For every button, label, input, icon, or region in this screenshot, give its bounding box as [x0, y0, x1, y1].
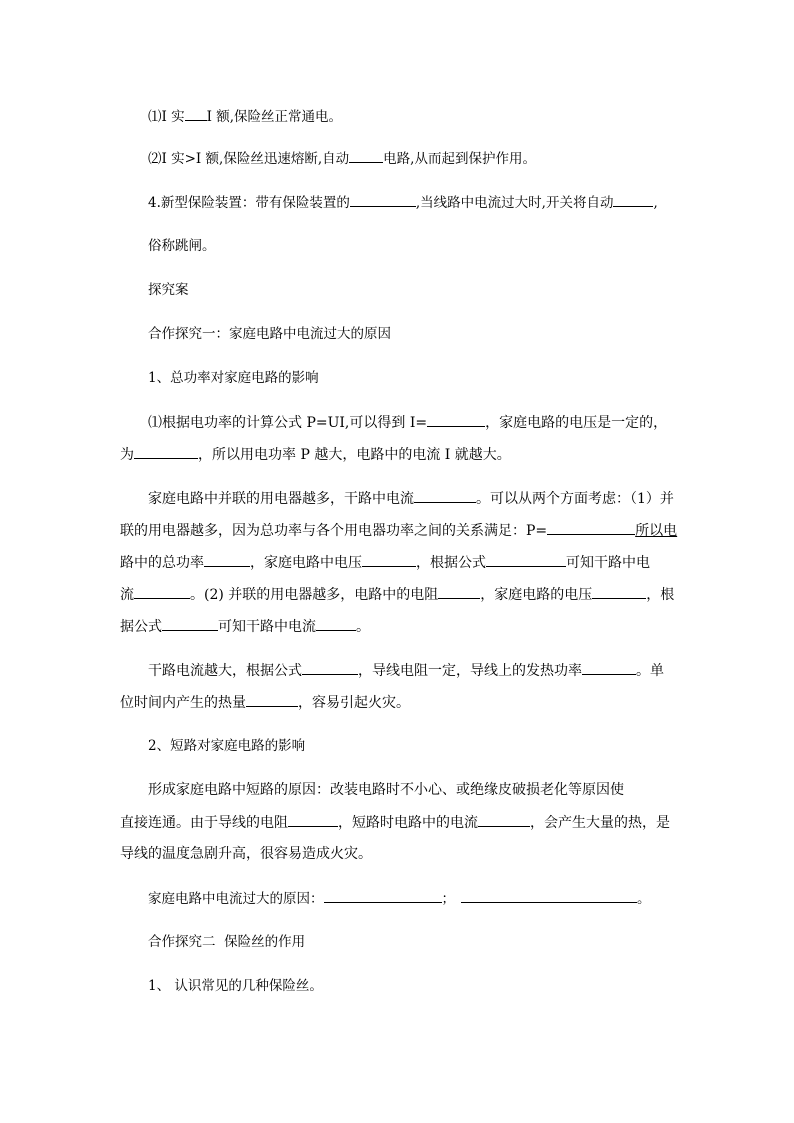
answer-blank[interactable]: [414, 488, 476, 503]
answer-blank[interactable]: [438, 584, 480, 599]
line-trip: [148, 236, 216, 256]
paragraph-parallel-line3: [120, 552, 650, 573]
text: 。(2) 并联的用电器越多，电路中的电阻: [190, 587, 439, 603]
text: 家庭电路中并联的用电器越多，干路中电流: [148, 491, 414, 507]
answer-blank[interactable]: [134, 444, 198, 459]
text: 。: [637, 891, 651, 907]
text: ,当线路中电流过大时,开关将自动: [415, 195, 614, 211]
text: ，根: [646, 587, 675, 603]
answer-blank[interactable]: [162, 616, 218, 631]
text: 。: [356, 619, 370, 635]
text: ，根据公式: [416, 555, 486, 571]
text: 路中的总功率: [120, 555, 204, 571]
text: 直接连通。由于导线的电阻: [120, 815, 288, 831]
answer-blank[interactable]: [592, 584, 646, 599]
answer-blank[interactable]: [582, 660, 636, 675]
text: 可知干路中电: [566, 555, 650, 571]
text: ⑴根据电功率的计算公式 P=UI,可以得到 I=: [148, 415, 428, 431]
answer-blank[interactable]: [316, 616, 356, 631]
text: 合作探究二 保险丝的作用: [148, 934, 306, 950]
paragraph-heating-line1: [148, 660, 664, 681]
heading-total-power: [148, 368, 319, 388]
text: ，导线电阻一定，导线上的发热功率: [358, 663, 582, 679]
paragraph-heating-line2: [120, 692, 410, 713]
text: ，短路时电路中的电流: [338, 815, 478, 831]
line-power-formula-cont: [120, 444, 511, 465]
line-new-protector: [148, 192, 658, 213]
paragraph-parallel-line5: [120, 616, 370, 637]
heading-cooperation-two: [148, 932, 305, 952]
text: 位时间内产生的热量: [120, 695, 246, 711]
text: 导线的温度急剧升高，很容易造成火灾。: [120, 846, 372, 862]
answer-blank[interactable]: [204, 552, 250, 567]
heading-short-circuit: [148, 736, 305, 756]
text: ⑵I 实>I 额,保险丝迅速熔断,自动: [148, 151, 350, 167]
text: 可知干路中电流: [218, 619, 316, 635]
answer-blank[interactable]: [350, 192, 416, 207]
text: 俗称跳闸。: [148, 238, 216, 254]
text: 。可以从两个方面考虑：（1）并: [476, 491, 674, 507]
text: 为: [120, 447, 134, 463]
text: 。单: [636, 663, 664, 679]
text: ,: [653, 195, 658, 211]
section-heading-explore: [148, 280, 189, 300]
text: 4.新型保险装置：带有保险装置的: [148, 195, 350, 211]
paragraph-parallel-line4: [120, 584, 674, 605]
paragraph-short-line2: [120, 812, 670, 833]
paragraph-parallel-line1: [148, 488, 674, 509]
text: 探究案: [148, 282, 189, 298]
line-power-formula: [148, 412, 667, 433]
text: 电路,从而起到保护作用。: [383, 151, 536, 167]
text: 联的用电器越多，因为总功率与各个用电器功率之间的关系满足：P=: [120, 523, 548, 539]
answer-blank[interactable]: [486, 552, 566, 567]
text: 2、短路对家庭电路的影响: [148, 738, 306, 754]
line-fuse-types: [148, 976, 323, 996]
answer-blank[interactable]: [134, 584, 190, 599]
paragraph-short-line1: [148, 780, 624, 800]
text: 据公式: [120, 619, 162, 635]
text: 1、 认识常见的几种保险丝。: [148, 978, 323, 994]
text: ⑴I 实: [148, 109, 185, 125]
answer-blank[interactable]: [349, 148, 383, 163]
heading-cooperation-one: [148, 324, 391, 344]
answer-blank[interactable]: [547, 520, 635, 535]
text: ，家庭电路中电压: [250, 555, 362, 571]
text: ，家庭电路的电压: [480, 587, 593, 603]
line-causes-summary: [148, 888, 651, 909]
answer-blank[interactable]: [288, 812, 338, 827]
text: ；: [441, 891, 455, 907]
answer-blank[interactable]: [246, 692, 298, 707]
answer-blank[interactable]: [478, 812, 530, 827]
answer-blank[interactable]: [461, 888, 637, 903]
text: ，会产生大量的热，是: [530, 815, 670, 831]
answer-blank[interactable]: [362, 552, 416, 567]
text: 所以电: [635, 523, 678, 539]
answer-blank[interactable]: [427, 412, 485, 427]
answer-blank[interactable]: [324, 888, 442, 903]
answer-blank[interactable]: [613, 192, 653, 207]
text: ，所以用电功率 P 越大，电路中的电流 I 就越大。: [198, 447, 511, 463]
text: ，容易引起火灾。: [298, 695, 410, 711]
text: 家庭电路中电流过大的原因：: [148, 891, 324, 907]
line-fuse-melt: [148, 148, 536, 169]
paragraph-parallel-line2: [120, 520, 677, 541]
answer-blank[interactable]: [185, 106, 207, 121]
text: 形成家庭电路中短路的原因：改装电路时不小心、或绝缘皮破损老化等原因使: [148, 782, 624, 798]
text: 合作探究一：家庭电路中电流过大的原因: [148, 326, 391, 342]
text: I 额,保险丝正常通电。: [206, 109, 343, 125]
text: 1、总功率对家庭电路的影响: [148, 370, 319, 386]
answer-blank[interactable]: [302, 660, 358, 675]
line-fuse-normal: [148, 106, 342, 127]
text: 流: [120, 587, 134, 603]
paragraph-short-line3: [120, 844, 372, 864]
text: ，家庭电路的电压是一定的，: [485, 415, 668, 431]
text: 干路电流越大，根据公式: [148, 663, 302, 679]
